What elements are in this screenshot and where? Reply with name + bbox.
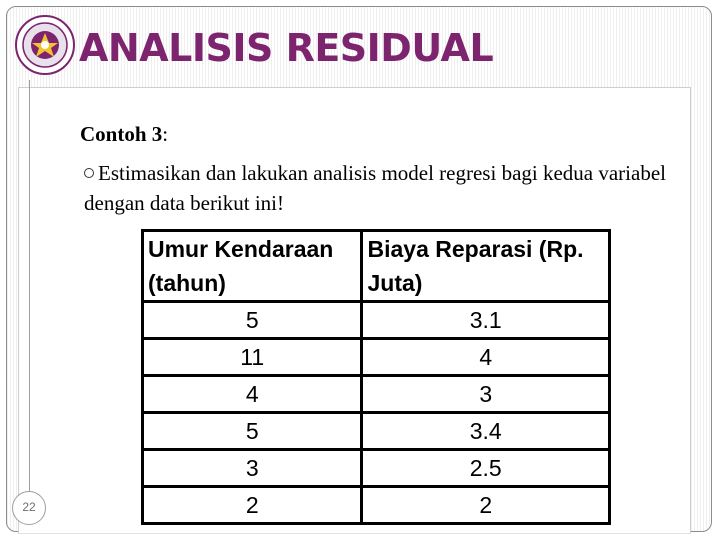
table-header-cell: Biaya Reparasi (Rp. Juta) — [362, 231, 610, 302]
table-cell: 3.4 — [362, 413, 610, 450]
table-row — [143, 487, 610, 524]
table-row — [143, 413, 610, 450]
instruction-text: Estimasikan dan lakukan analisis model regresi bagi kedua variabel dengan data berikut ini! — [84, 161, 666, 215]
example-suffix: : — [162, 122, 169, 146]
table-cell: 3 — [143, 450, 362, 487]
table-row — [143, 339, 610, 376]
table-cell: 11 — [143, 339, 362, 376]
table-row — [143, 302, 610, 339]
table-row — [143, 376, 610, 413]
table-cell: 5 — [143, 413, 362, 450]
table-cell: 3.1 — [362, 302, 610, 339]
table-cell: 3 — [362, 376, 610, 413]
example-heading — [80, 122, 168, 147]
table-cell: 2.5 — [362, 450, 610, 487]
left-accent-line — [29, 80, 30, 492]
slide-title: ANALISIS RESIDUAL — [79, 26, 494, 70]
example-label: Contoh 3 — [80, 122, 163, 146]
table-cell: 4 — [362, 339, 610, 376]
table-cell: 2 — [143, 487, 362, 524]
table-cell: 4 — [143, 376, 362, 413]
data-table — [141, 229, 611, 525]
table-row — [143, 450, 610, 487]
hollow-circle-bullet-icon — [84, 168, 94, 178]
table-cell: 5 — [143, 302, 362, 339]
university-seal-icon — [14, 14, 76, 76]
page-number-badge: 22 — [12, 491, 46, 525]
table-header-cell: Umur Kendaraan (tahun) — [143, 231, 362, 302]
table-header-row — [143, 231, 610, 302]
instruction-bullet — [84, 158, 674, 218]
table-cell: 2 — [362, 487, 610, 524]
